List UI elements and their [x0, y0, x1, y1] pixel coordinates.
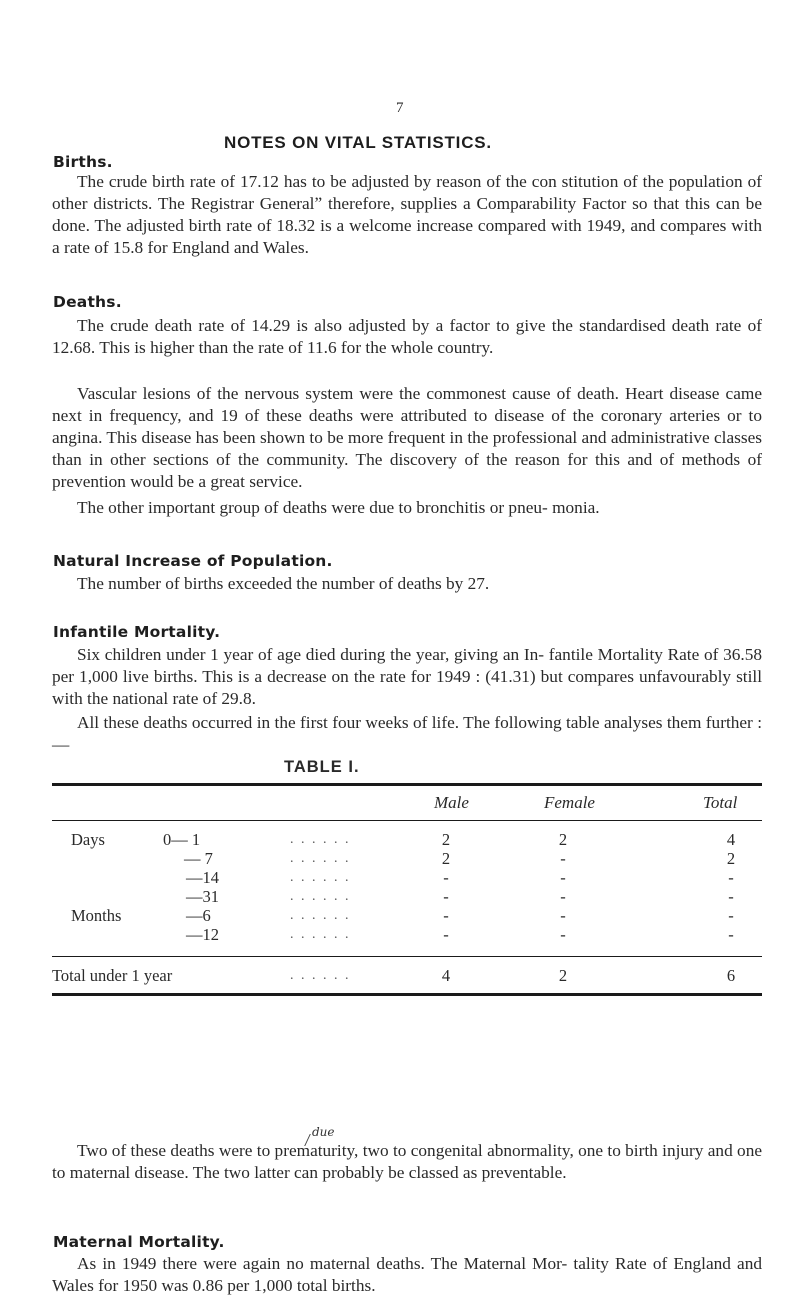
row-period: —12 [186, 925, 219, 944]
deaths-heading: Deaths. [53, 293, 122, 311]
cell-total: - [728, 925, 734, 944]
handwritten-insertion: due [312, 1125, 335, 1139]
row-period: 0— 1 [163, 830, 201, 849]
dot-leader: . . . . . . [290, 908, 351, 923]
page-title: NOTES ON VITAL STATISTICS. [224, 133, 492, 152]
column-header-female: Female [544, 793, 595, 812]
births-heading: Births. [53, 153, 113, 171]
cell-total: 2 [726, 849, 736, 868]
column-header-total: Total [703, 793, 738, 812]
total-total: 6 [726, 966, 736, 985]
row-period: —6 [186, 906, 211, 925]
cell-total: - [728, 906, 734, 925]
row-period: —31 [186, 887, 219, 906]
cell-male: - [443, 906, 449, 925]
dot-leader: . . . . . . [290, 968, 351, 983]
cell-total: - [728, 887, 734, 906]
natural-increase-heading: Natural Increase of Population. [53, 552, 333, 570]
cell-male: - [443, 925, 449, 944]
deaths-paragraph-1: The crude death rate of 14.29 is also adjusted by a factor to give the standardised death rate of 12.68. This is higher than the rate of 11.6 for the whole country. [52, 316, 762, 357]
cell-female: - [560, 868, 566, 887]
table-header-rule [52, 820, 762, 821]
cell-male: 2 [441, 830, 451, 849]
total-female: 2 [558, 966, 568, 985]
infantile-heading: Infantile Mortality. [53, 623, 221, 641]
cell-female: - [560, 925, 566, 944]
cell-male: - [443, 868, 449, 887]
cell-female: 2 [558, 830, 568, 849]
dot-leader: . . . . . . [290, 927, 351, 942]
dot-leader: . . . . . . [290, 889, 351, 904]
total-male: 4 [441, 966, 451, 985]
table-top-rule [52, 783, 762, 786]
infantile-paragraph-1: Six children under 1 year of age died during the year, giving an In- fantile Mortality Rate of 36.58 per 1,000 live births. This is a decrease on the rate for 1949 : (41.31) but compares unfavourably still with the national rate of 29.8. [52, 645, 762, 708]
cell-total: - [728, 868, 734, 887]
column-header-male: Male [434, 793, 469, 812]
natural-increase-paragraph: The number of births exceeded the number of deaths by 27. [77, 574, 490, 593]
row-period: — 7 [184, 849, 213, 868]
maternal-heading: Maternal Mortality. [53, 1233, 225, 1251]
table-bottom-rule [52, 993, 762, 996]
cell-female: - [560, 906, 566, 925]
cell-male: 2 [441, 849, 451, 868]
row-period: —14 [186, 868, 219, 887]
maternal-paragraph: As in 1949 there were again no maternal deaths. The Maternal Mor- tality Rate of England and Wales for 1950 was 0.86 per 1,000 total births. [52, 1254, 762, 1295]
after-table-paragraph: Two of these deaths were to prematurity, two to congenital abnormality, one to birth injury and one to maternal disease. The two latter can probably be classed as preventable. [52, 1141, 762, 1182]
table-total-rule [52, 956, 762, 957]
infantile-paragraph-2: All these deaths occurred in the first four weeks of life. The following table analyses them further :— [52, 713, 762, 754]
row-group-label: Days [71, 830, 105, 849]
row-group-label: Months [71, 906, 122, 925]
cell-female: - [560, 887, 566, 906]
total-label: Total under 1 year [52, 966, 173, 985]
page-number: 7 [396, 100, 404, 116]
table-title: TABLE I. [284, 758, 360, 776]
dot-leader: . . . . . . [290, 851, 351, 866]
deaths-paragraph-2: Vascular lesions of the nervous system were the commonest cause of death. Heart disease came next in frequency, and 19 of these deaths were attributed to disease of the coronary arteries or to angina. This disease has been shown to be more frequent in the professional and administrative classes than in other sections of the community. The discovery of the reason for this and of methods of prevention would be a great service. [52, 384, 762, 491]
cell-female: - [560, 849, 566, 868]
dot-leader: . . . . . . [290, 832, 351, 847]
cell-male: - [443, 887, 449, 906]
deaths-paragraph-3: The other important group of deaths were due to bronchitis or pneu- monia. [77, 498, 600, 517]
births-paragraph: The crude birth rate of 17.12 has to be adjusted by reason of the con stitution of the population of other districts. The Registrar Generalˮ therefore, supplies a Comparability Factor so that this can be done. The adjusted birth rate of 18.32 is a welcome increase compared with 1949, and compares with a rate of 15.8 for England and Wales. [52, 172, 762, 257]
cell-total: 4 [726, 830, 736, 849]
dot-leader: . . . . . . [290, 870, 351, 885]
